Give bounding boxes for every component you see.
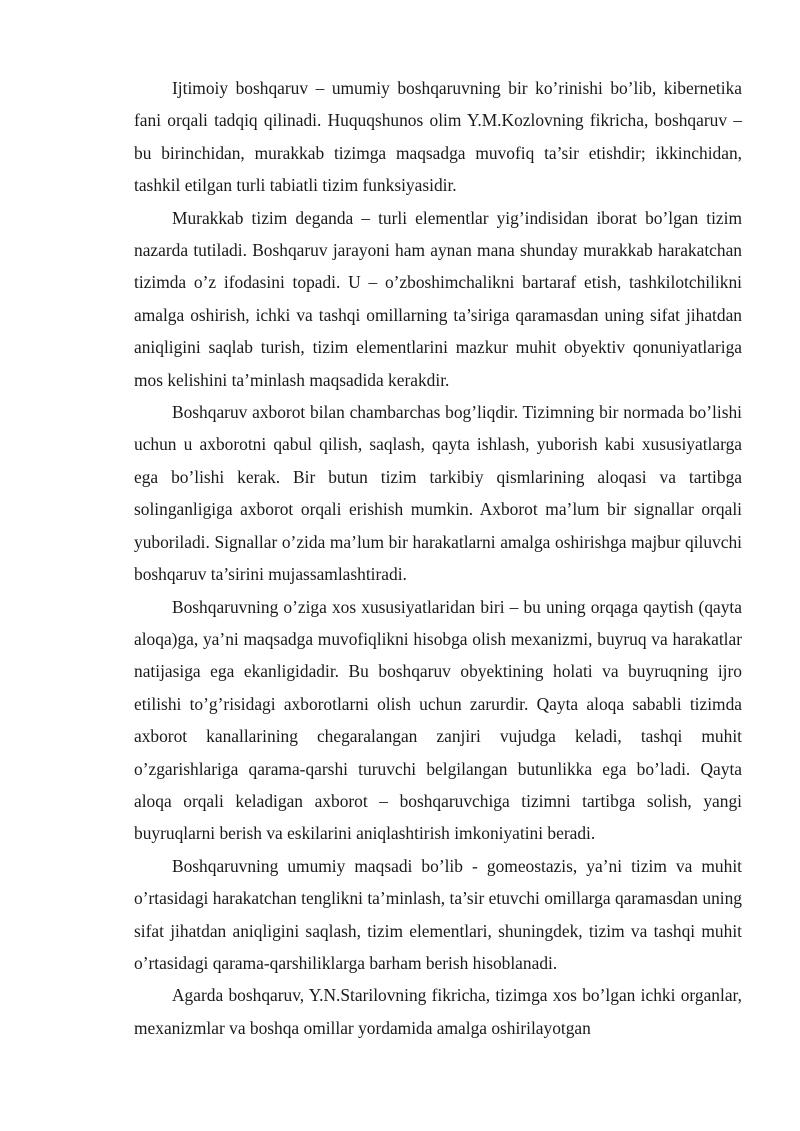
paragraph: Murakkab tizim deganda – turli elementlar yig’indisidan iborat bo’lgan tizim nazarda tutiladi. Boshqaruv jarayoni ham aynan mana shunday murakkab harakatchan tizimda o’z ifodasini topadi. U – o’zboshimchalikni bartaraf etish, tashkilotchilikni amalga oshirish, ichki va tashqi omillarning ta’siriga qaramasdan uning sifat jihatdan aniqligini saqlab turish, tizim elementlarini mazkur muhit obyektiv qonuniyatlariga mos kelishini ta’minlash maqsadida kerakdir. xyxy=(134,207,742,390)
paragraph: Agarda boshqaruv, Y.N.Starilovning fikricha, tizimga xos bo’lgan ichki organlar, mexanizmlar va boshqa omillar yordamida amalga oshirilayotgan xyxy=(134,985,742,1038)
body-text xyxy=(134,72,742,1044)
paragraph: Boshqaruvning umumiy maqsadi bo’lib - gomeostazis, ya’ni tizim va muhit o’rtasidagi harakatchan tenglikni ta’minlash, ta’sir etuvchi omillarga qaramasdan uning sifat jihatdan aniqligini saqlash, tizim elementlari, shuningdek, tizim va tashqi muhit o’rtasidagi qarama-qarshiliklarga barham berish hisoblanadi. xyxy=(134,855,742,973)
paragraph: Boshqaruv axborot bilan chambarchas bog’liqdir. Tizimning bir normada bo’lishi uchun u axborotni qabul qilish, saqlash, qayta ishlash, yuborish kabi xususiyatlarga ega bo’lishi kerak. Bir butun tizim tarkibiy qismlarining aloqasi va tartibga solinganligiga axborot orqali erishish mumkin. Axborot ma’lum bir signallar orqali yuboriladi. Signallar o’zida ma’lum bir harakatlarni amalga oshirishga majbur qiluvchi boshqaruv ta’sirini mujassamlashtiradi. xyxy=(134,402,742,585)
paragraph: Boshqaruvning o’ziga xos xususiyatlaridan biri – bu uning orqaga qaytish (qayta aloqa)ga, ya’ni maqsadga muvofiqlikni hisobga olish mexanizmi, buyruq va harakatlar natijasiga ega ekanligidadir. Bu boshqaruv obyektining holati va buyruqning ijro etilishi to’g’risidagi axborotlarni olish uchun zarurdir. Qayta aloqa sababli tizimda axborot kanallarining chegaralangan zanjiri vujudga keladi, tashqi muhit o’zgarishlariga qarama-qarshi turuvchi belgilangan butunlikka ega bo’ladi. Qayta aloqa orqali keladigan axborot – boshqaruvchiga tizimni tartibga solish, yangi buyruqlarni berish va eskilarini aniqlashtirish imkoniyatini beradi. xyxy=(134,596,742,844)
paragraph: Ijtimoiy boshqaruv – umumiy boshqaruvning bir ko’rinishi bo’lib, kibernetika fani orqali tadqiq qilinadi. Huquqshunos olim Y.M.Kozlovning fikricha, boshqaruv – bu birinchidan, murakkab tizimga maqsadga muvofiq ta’sir etishdir; ikkinchidan, tashkil etilgan turli tabiatli tizim funksiyasidir. xyxy=(134,78,742,196)
